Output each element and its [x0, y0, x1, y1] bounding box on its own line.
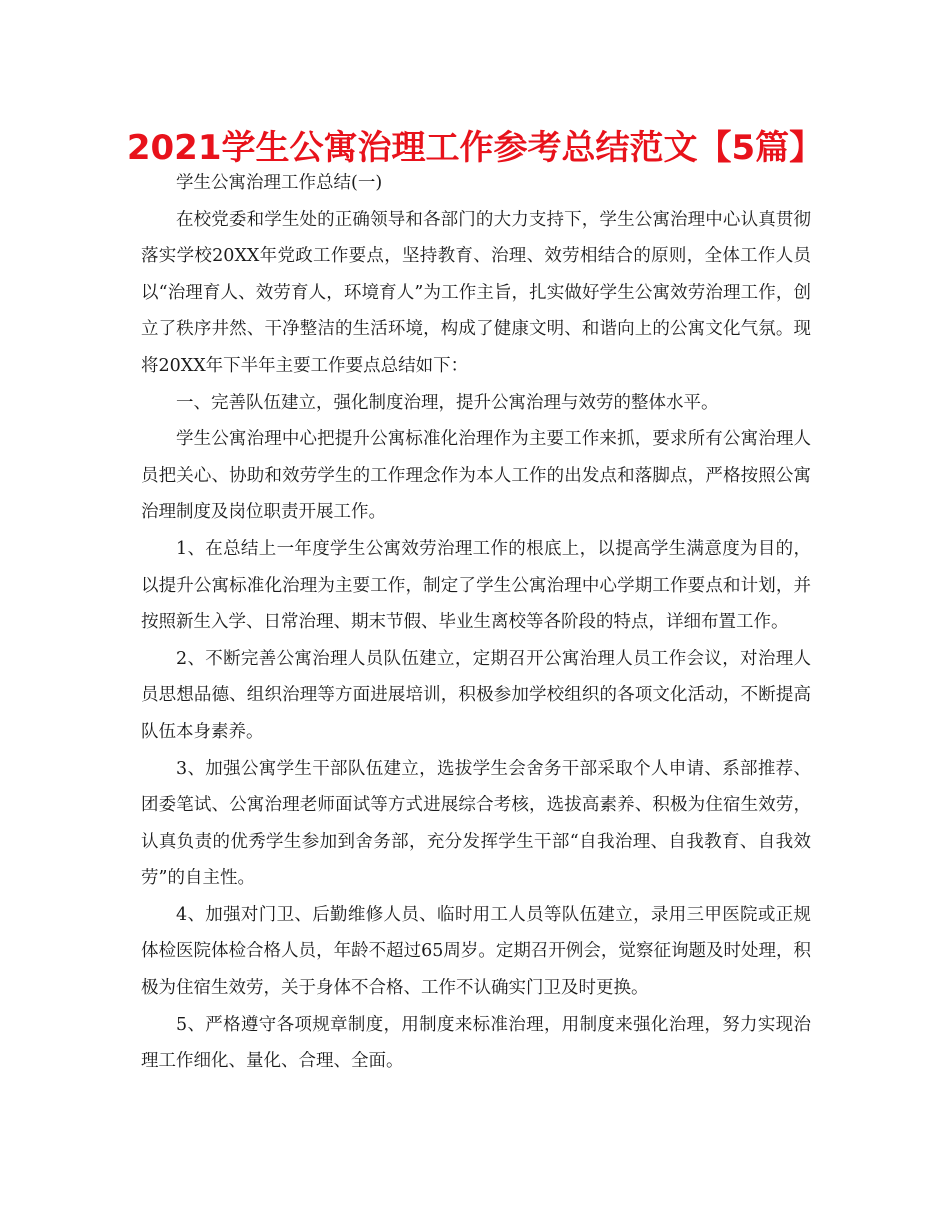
paragraph-point-one: 一、完善队伍建立，强化制度治理，提升公寓治理与效劳的整体水平。: [176, 392, 719, 413]
paragraph-item-3: 3、加强公寓学生干部队伍建立，选拔学生会舍务干部采取个人申请、系部推荐、团委笔试、公寓治理老师面试等方式进展综合考核，选拔高素养、积极为住宿生效劳，认真负责的优秀学生参加到舍务部，充分发挥学生干部“自我治理、自我教育、自我效劳”的自主性。: [141, 758, 811, 889]
section-heading: 学生公寓治理工作总结(一): [176, 173, 383, 193]
paragraph-item-1: 1、在总结上一年度学生公寓效劳治理工作的根底上，以提高学生满意度为目的，以提升公寓标准化治理为主要工作，制定了学生公寓治理中心学期工作要点和计划，并按照新生入学、日常治理、期末节假、毕业生离校等各阶段的特点，详细布置工作。: [141, 538, 811, 633]
paragraph-intro: 在校党委和学生处的正确领导和各部门的大力支持下，学生公寓治理中心认真贯彻落实学校20XX年党政工作要点，坚持教育、治理、效劳相结合的原则，全体工作人员以“治理育人、效劳育人，环境育人”为工作主旨，扎实做好学生公寓效劳治理工作，创立了秩序井然、干净整洁的生活环境，构成了健康文明、和谐向上的公寓文化气氛。现将20XX年下半年主要工作要点总结如下：: [141, 209, 811, 376]
document-title: 2021学生公寓治理工作参考总结范文【5篇】: [126, 128, 824, 168]
document-body: [141, 165, 811, 1080]
paragraph-center-work: 学生公寓治理中心把提升公寓标准化治理作为主要工作来抓，要求所有公寓治理人员把关心、协助和效劳学生的工作理念作为本人工作的出发点和落脚点，严格按照公寓治理制度及岗位职责开展工作。: [141, 429, 811, 523]
paragraph-item-2: 2、不断完善公寓治理人员队伍建立，定期召开公寓治理人员工作会议，对治理人员思想品德、组织治理等方面进展培训，积极参加学校组织的各项文化活动，不断提高队伍本身素养。: [141, 648, 811, 742]
paragraph-item-5: 5、严格遵守各项规章制度，用制度来标准治理，用制度来强化治理，努力实现治理工作细化、量化、合理、全面。: [141, 1014, 811, 1072]
paragraph-item-4: 4、加强对门卫、后勤维修人员、临时用工人员等队伍建立，录用三甲医院或正规体检医院体检合格人员，年龄不超过65周岁。定期召开例会，觉察征询题及时处理，积极为住宿生效劳，关于身体不合格、工作不认确实门卫及时更换。: [141, 904, 811, 999]
